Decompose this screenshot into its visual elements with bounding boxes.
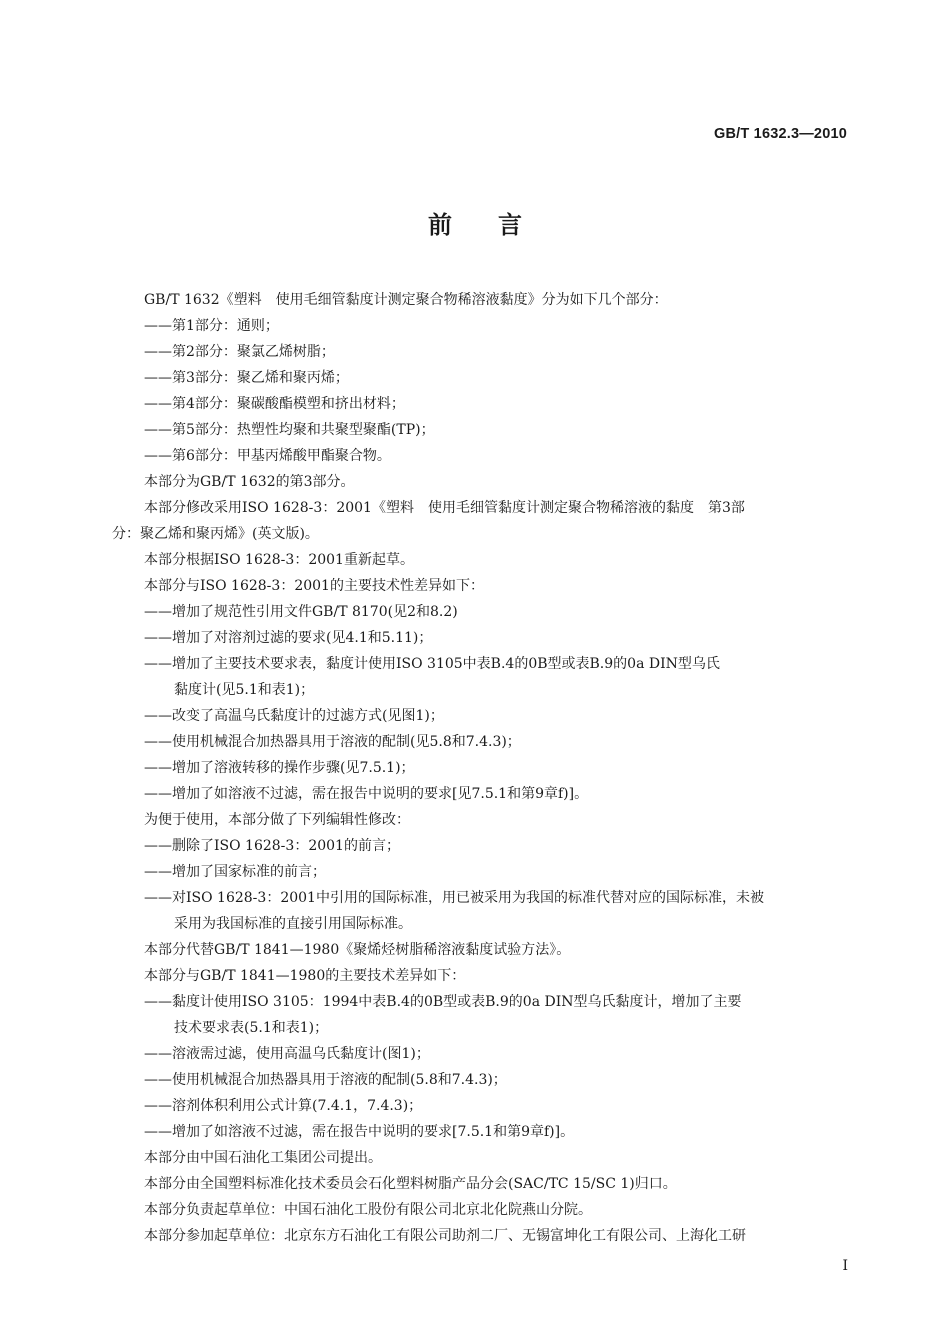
list-item-continuation: 黏度计(见5.1和表1)； (174, 682, 315, 698)
text-line: 本部分由中国石油化工集团公司提出。 (144, 1150, 382, 1166)
standard-code: GB/T 1632.3—2010 (714, 126, 847, 142)
page-title: 前言 (428, 211, 568, 239)
text-line: 本部分代替GB/T 1841—1980《聚烯烃树脂稀溶液黏度试验方法》。 (144, 942, 571, 958)
text-line: 本部分修改采用ISO 1628-3：2001《塑料 使用毛细管黏度计测定聚合物稀溶液的黏度 第3部 (144, 500, 745, 516)
list-item: ——第1部分：通则； (144, 318, 279, 334)
page-number: I (842, 1258, 848, 1274)
list-item: ——增加了国家标准的前言； (144, 864, 326, 880)
text-line: 本部分与ISO 1628-3：2001的主要技术性差异如下： (144, 578, 484, 594)
list-item: ——增加了如溶液不过滤，需在报告中说明的要求[见7.5.1和第9章f)]。 (144, 786, 589, 802)
list-item: ——使用机械混合加热器具用于溶液的配制(见5.8和7.4.3)； (144, 734, 521, 750)
list-item: ——使用机械混合加热器具用于溶液的配制(5.8和7.4.3)； (144, 1072, 507, 1088)
foreword-body (112, 287, 852, 1249)
list-item: ——第3部分：聚乙烯和聚丙烯； (144, 370, 349, 386)
list-item: ——第5部分：热塑性均聚和共聚型聚酯(TP)； (144, 422, 435, 438)
list-item: ——第4部分：聚碳酸酯模塑和挤出材料； (144, 396, 405, 412)
list-item: ——增加了如溶液不过滤，需在报告中说明的要求[7.5.1和第9章f)]。 (144, 1124, 575, 1140)
list-item-continuation: 技术要求表(5.1和表1)； (174, 1020, 329, 1036)
list-item-continuation: 采用为我国标准的直接引用国际标准。 (174, 916, 412, 932)
list-item: ——第2部分：聚氯乙烯树脂； (144, 344, 335, 360)
text-line: 本部分参加起草单位：北京东方石油化工有限公司助剂二厂、无锡富坤化工有限公司、上海化工研 (144, 1228, 746, 1244)
list-item: ——对ISO 1628-3：2001中引用的国际标准，用已被采用为我国的标准代替对应的国际标准，未被 (144, 890, 764, 906)
list-item: ——溶剂体积利用公式计算(7.4.1，7.4.3)； (144, 1098, 423, 1114)
text-line: 本部分与GB/T 1841—1980的主要技术差异如下： (144, 968, 466, 984)
list-item: ——第6部分：甲基丙烯酸甲酯聚合物。 (144, 448, 391, 464)
text-line: 本部分为GB/T 1632的第3部分。 (144, 474, 355, 490)
list-item: ——溶液需过滤，使用高温乌氏黏度计(图1)； (144, 1046, 430, 1062)
text-line: 分：聚乙烯和聚丙烯》(英文版)。 (112, 526, 319, 542)
text-line: 本部分根据ISO 1628-3：2001重新起草。 (144, 552, 414, 568)
list-item: ——增加了溶液转移的操作步骤(见7.5.1)； (144, 760, 415, 776)
text-line: 本部分由全国塑料标准化技术委员会石化塑料树脂产品分会(SAC/TC 15/SC 1)归口。 (144, 1176, 677, 1192)
text-line: 本部分负责起草单位：中国石油化工股份有限公司北京北化院燕山分院。 (144, 1202, 592, 1218)
text-line: GB/T 1632《塑料 使用毛细管黏度计测定聚合物稀溶液黏度》分为如下几个部分： (144, 292, 668, 308)
list-item: ——改变了高温乌氏黏度计的过滤方式(见图1)； (144, 708, 444, 724)
list-item: ——黏度计使用ISO 3105：1994中表B.4的0B型或表B.9的0a DIN型乌氏黏度计，增加了主要 (144, 994, 742, 1010)
list-item: ——增加了主要技术要求表，黏度计使用ISO 3105中表B.4的0B型或表B.9的0a DIN型乌氏 (144, 656, 720, 672)
list-item: ——增加了规范性引用文件GB/T 8170(见2和8.2) (144, 604, 458, 620)
list-item: ——增加了对溶剂过滤的要求(见4.1和5.11)； (144, 630, 433, 646)
list-item: ——删除了ISO 1628-3：2001的前言； (144, 838, 400, 854)
text-line: 为便于使用，本部分做了下列编辑性修改： (144, 812, 410, 828)
